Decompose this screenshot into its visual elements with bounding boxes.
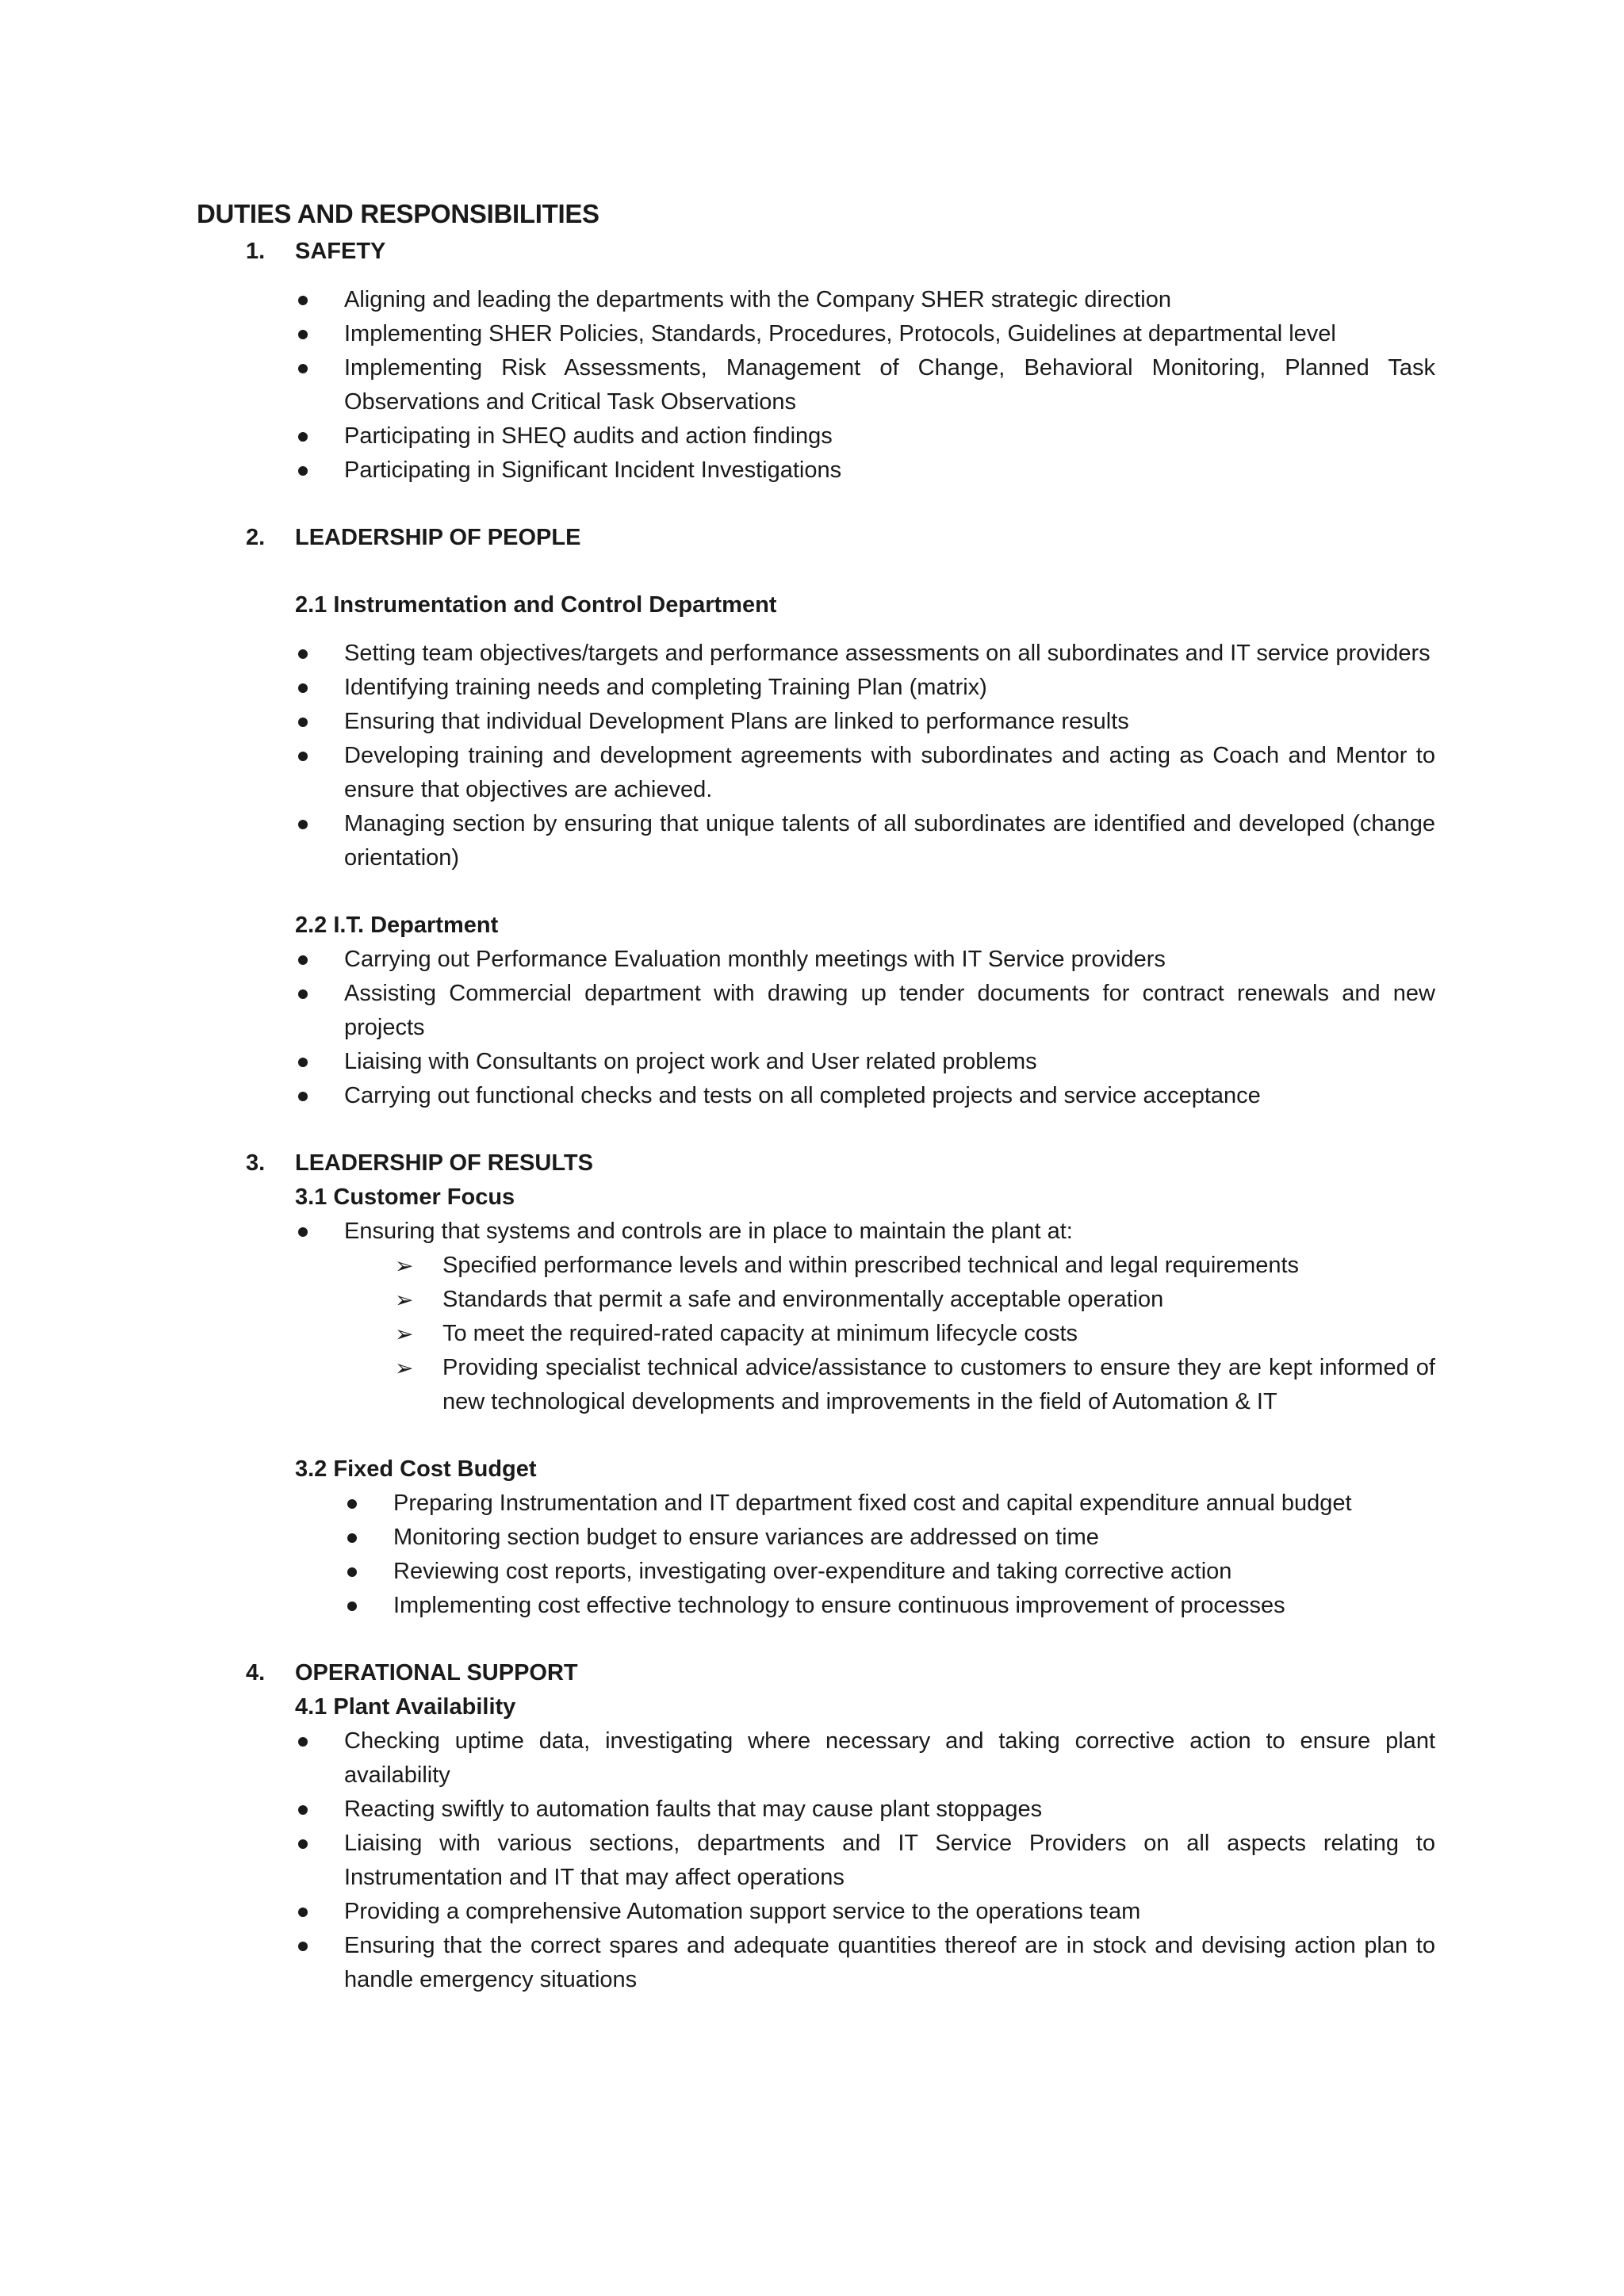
arrow-bullet-icon: ➢: [395, 1356, 414, 1380]
bullet-icon: [298, 752, 308, 761]
bullet-icon: [298, 1227, 308, 1237]
arrow-list: [197, 1249, 1435, 1419]
bullet-icon: [298, 296, 308, 305]
section-heading: [197, 1146, 1435, 1181]
section-safety: [197, 235, 1435, 488]
list-item: Carrying out functional checks and tests on all completed projects and service acceptance: [197, 1079, 1435, 1113]
section-title: OPERATIONAL SUPPORT: [295, 1660, 578, 1686]
bullet-icon: [298, 364, 308, 373]
list-item: Ensuring that individual Development Plans are linked to performance results: [197, 705, 1435, 739]
bullet-icon: [298, 330, 308, 339]
list-item: ➢ To meet the required-rated capacity at minimum lifecycle costs: [197, 1317, 1435, 1351]
section-title: LEADERSHIP OF PEOPLE: [295, 525, 581, 550]
bullet-icon: [298, 466, 308, 476]
list-item: Preparing Instrumentation and IT department fixed cost and capital expenditure annual budget: [197, 1487, 1435, 1521]
list-item: Setting team objectives/targets and performance assessments on all subordinates and IT service providers: [197, 637, 1435, 671]
section-heading: [197, 521, 1435, 555]
subsection-title: 3.1 Customer Focus: [295, 1184, 515, 1210]
list-item: ➢ Standards that permit a safe and environmentally acceptable operation: [197, 1283, 1435, 1317]
bullet-icon: [298, 1058, 308, 1067]
bullet-icon: [298, 1908, 308, 1917]
bullet-list: [197, 1724, 1435, 1997]
list-item: Ensuring that the correct spares and adequate quantities thereof are in stock and devising action plan to handle emergency situations: [197, 1929, 1435, 1997]
bullet-icon: [347, 1499, 357, 1509]
document-title: DUTIES AND RESPONSIBILITIES: [197, 199, 599, 228]
list-item: Participating in Significant Incident Investigations: [197, 453, 1435, 488]
list-item: Ensuring that systems and controls are in place to maintain the plant at:: [197, 1215, 1435, 1249]
section-operational-support: [197, 1656, 1435, 1997]
list-item: Reacting swiftly to automation faults that may cause plant stoppages: [197, 1793, 1435, 1827]
subsection-title: 2.1 Instrumentation and Control Department: [295, 592, 777, 618]
list-item: Implementing SHER Policies, Standards, Procedures, Protocols, Guidelines at departmental level: [197, 317, 1435, 351]
list-item: Reviewing cost reports, investigating over-expenditure and taking corrective action: [197, 1555, 1435, 1589]
bullet-list: [197, 283, 1435, 488]
list-item: Implementing Risk Assessments, Management of Change, Behavioral Monitoring, Planned Task Observations and Critical Task Observations: [197, 351, 1435, 419]
section-number: 4.: [246, 1660, 266, 1686]
arrow-bullet-icon: ➢: [395, 1322, 414, 1346]
list-item: Providing a comprehensive Automation support service to the operations team: [197, 1895, 1435, 1929]
list-item: Assisting Commercial department with drawing up tender documents for contract renewals and new projects: [197, 977, 1435, 1045]
list-item: ➢ Specified performance levels and within prescribed technical and legal requirements: [197, 1249, 1435, 1283]
bullet-icon: [298, 989, 308, 999]
bullet-icon: [298, 432, 308, 442]
bullet-list: [197, 1215, 1435, 1249]
list-item: ➢ Providing specialist technical advice/assistance to customers to ensure they are kept informed of new technological developments and improvements in the field of Automation & IT: [197, 1351, 1435, 1419]
bullet-list: [197, 943, 1435, 1113]
section-heading: [197, 1656, 1435, 1690]
bullet-icon: [298, 1839, 308, 1849]
section-title: SAFETY: [295, 239, 386, 264]
section-number: 1.: [246, 239, 266, 264]
subsection-title: 3.2 Fixed Cost Budget: [295, 1456, 537, 1482]
bullet-icon: [298, 1805, 308, 1815]
list-item: Liaising with various sections, departments and IT Service Providers on all aspects relating to Instrumentation and IT that may affect operations: [197, 1827, 1435, 1895]
list-item: Identifying training needs and completing Training Plan (matrix): [197, 671, 1435, 705]
arrow-bullet-icon: ➢: [395, 1253, 414, 1278]
list-item: Developing training and development agreements with subordinates and acting as Coach and Mentor to ensure that objectives are achieved.: [197, 739, 1435, 807]
bullet-icon: [298, 649, 308, 659]
bullet-icon: [298, 683, 308, 693]
list-item: Liaising with Consultants on project work and User related problems: [197, 1045, 1435, 1079]
section-leadership-of-results: [197, 1146, 1435, 1623]
subsection-title: 4.1 Plant Availability: [295, 1694, 516, 1720]
list-item: Participating in SHEQ audits and action findings: [197, 419, 1435, 453]
bullet-icon: [347, 1567, 357, 1577]
section-number: 3.: [246, 1150, 266, 1176]
list-item: Checking uptime data, investigating where necessary and taking corrective action to ensure plant availability: [197, 1724, 1435, 1793]
section-heading: [197, 235, 1435, 269]
bullet-list: [197, 1487, 1435, 1623]
bullet-icon: [298, 718, 308, 727]
bullet-icon: [347, 1533, 357, 1543]
bullet-icon: [298, 955, 308, 965]
list-item: Managing section by ensuring that unique talents of all subordinates are identified and developed (change orientation): [197, 807, 1435, 875]
list-item: Aligning and leading the departments with the Company SHER strategic direction: [197, 283, 1435, 317]
bullet-list: [197, 637, 1435, 875]
section-leadership-of-people: [197, 521, 1435, 1113]
list-item: Carrying out Performance Evaluation monthly meetings with IT Service providers: [197, 943, 1435, 977]
bullet-icon: [298, 1737, 308, 1747]
list-item: Monitoring section budget to ensure variances are addressed on time: [197, 1521, 1435, 1555]
arrow-bullet-icon: ➢: [395, 1288, 414, 1312]
list-item: Implementing cost effective technology to ensure continuous improvement of processes: [197, 1589, 1435, 1623]
bullet-icon: [347, 1601, 357, 1611]
section-title: LEADERSHIP OF RESULTS: [295, 1150, 593, 1176]
bullet-icon: [298, 1092, 308, 1101]
bullet-icon: [298, 1942, 308, 1951]
document-content: [197, 193, 1435, 1997]
bullet-icon: [298, 820, 308, 829]
section-number: 2.: [246, 525, 266, 550]
subsection-title: 2.2 I.T. Department: [295, 913, 499, 938]
